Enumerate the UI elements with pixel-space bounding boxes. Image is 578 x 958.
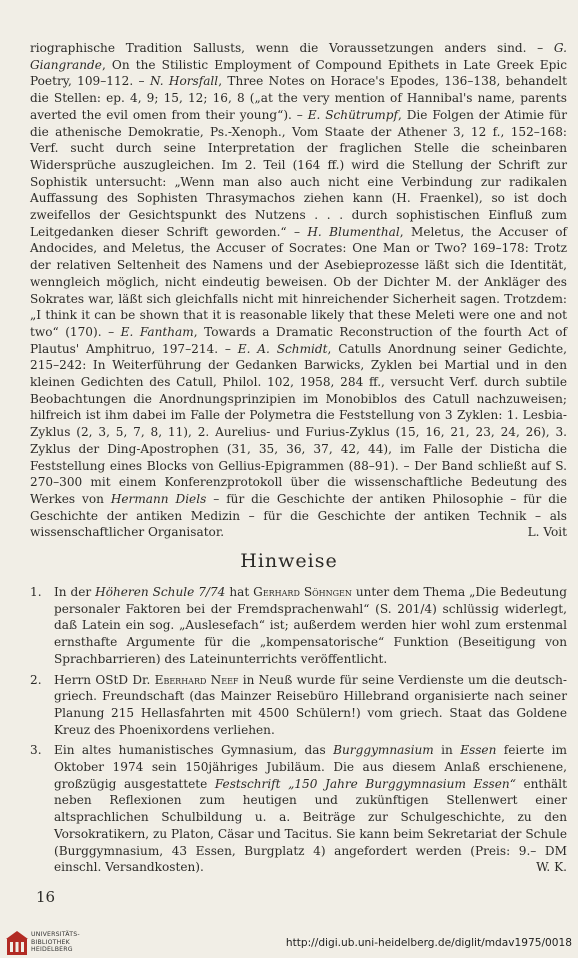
person-name: Eberhard Neef xyxy=(154,672,239,687)
note-number: 1. xyxy=(30,585,42,599)
page-number: 16 xyxy=(36,888,56,906)
text-run: , Die Folgen der Atimie für die athenische Demokratie, Ps.-Xenoph., Vom Staate der Athener 3, 12 f., 152–168: Verf. sucht durch seine Interpretation der fraglichen Stelle die scheinbaren Widersprüche auszugleichen. Im 2. Teil (164 ff.) wird die Stellung der Schrift zur Sophistik untersucht: „Wenn man also auch nicht eine Verbindung zur radikalen Auffassung des Sophisten Thrasymachos ziehen kann (H. Fraenkel), so ist doch zweifellos der Gesichtspunkt des Nutzens . . . durch sophistischen Einfluß zum Leitgedanken dieser Schrift geworden.“ – xyxy=(30,107,567,239)
italic-text: E. A. Schmidt xyxy=(237,341,328,356)
library-name-line: HEIDELBERG xyxy=(31,946,73,954)
italic-text: Höheren Schule 7/74 xyxy=(95,585,226,599)
footer-bar xyxy=(0,928,578,958)
note-item xyxy=(30,742,567,876)
note-item xyxy=(30,672,567,739)
italic-text: E. Schütrumpf xyxy=(307,107,398,122)
italic-text: E. Fantham xyxy=(120,324,194,339)
review-paragraph xyxy=(30,40,567,541)
library-name-line: UNIVERSITÄTS- xyxy=(31,931,80,938)
note-item xyxy=(30,584,567,668)
source-url-link[interactable]: http://digi.ub.uni-heidelberg.de/diglit/mdav1975/0018 xyxy=(285,937,572,949)
italic-text: Essen xyxy=(460,743,497,758)
text-run: , Meletus, the Accuser of Andocides, and Meletus, the Accuser of Socrates: One Man or Two? 169–178: Trotz der relativen Seltenheit des Namens und der Asebieprozesse läßt sich die Identität, wenngleich möglich, nicht eindeutig beweisen. Ob der Dichter M. der Ankläger des Sokrates war, läßt sich gleichfalls nicht mit hinreichender Sicherheit sagen. Trotzdem: „I think it can be shown that it is reasonable likely that these Meleti were one and not two“ (170). – xyxy=(30,224,568,339)
note-number: 2. xyxy=(30,672,42,687)
italic-text: Burggymnasium xyxy=(333,743,434,758)
note-text xyxy=(54,584,567,668)
text-run: Herrn OStD Dr. Eberhard Neef in Neuß wurde für seine Verdienste um die deutsch-griech. Freundschaft (das Mainzer Reisebüro Hillebrand organisierte nach seiner Planung 215 Hellasfahrten mit 4500 Schülern!) vom griech. Staat das Goldene Kreuz des Phoenixordens verliehen. xyxy=(54,672,568,737)
reviewer-signature: L. Voit xyxy=(527,525,567,540)
note-signature: W. K. xyxy=(536,860,567,875)
note-text xyxy=(54,742,567,876)
text-run: hat Gerhard Söhngen unter dem Thema „Die Bedeutung personaler Faktoren bei der Fremdsprachenwahl“ (S. 201/4) schlüssig widerlegt, daß Latein ein sog. „Auslesefach“ ist; außerdem werden hier wohl zum erstenmal ernsthafte Argumente für die „kompensatorische“ Funktion (Beseitigung von Sprachbarrieren) des Lateinunterrichts veröffentlicht. xyxy=(54,585,567,666)
italic-text: Festschrift „150 Jahre Burggymnasium Essen“ xyxy=(214,776,516,791)
text-run: enthält neben Reflexionen zum heutigen und zukünftigen Stellenwert einer altsprachlichen Schulbildung u. a. Beiträge zur Schulgeschichte, zu den Vorsokratikern, zu Platon, Cäsar und Tacitus. Sie kann beim Sekretariat der Schule (Burggymnasium, 43 Essen, Burgplatz 4) angefordert werden (Preis: 9.– DM einschl. Versandkosten). xyxy=(54,776,567,875)
text-run: , Towards a Dramatic Reconstruction of the fourth Act of Plautus' Amphitruo, 197–214. – xyxy=(30,324,567,356)
text-run: feierte im Oktober 1974 sein 150jähriges Jubiläum. Die aus diesem Anlaß erschienene, großzügig ausgestattete xyxy=(54,743,567,791)
note-text xyxy=(54,672,567,739)
notes-list xyxy=(30,584,567,880)
section-heading: Hinweise xyxy=(240,550,338,572)
review-text xyxy=(30,40,567,541)
italic-text: H. Blumenthal xyxy=(307,224,400,239)
note-number: 3. xyxy=(30,743,42,758)
text-run: Ein altes humanistisches Gymnasium, das xyxy=(54,743,334,758)
person-name: Gerhard Söhngen xyxy=(253,585,352,599)
text-run: in xyxy=(433,743,461,758)
text-run: riographische Tradition Sallusts, wenn die Voraussetzungen anders sind. – xyxy=(30,41,554,55)
text-run: – für die Geschichte der antiken Philosophie – für die Geschichte der antiken Medizin – für die Geschichte der antiken Technik – als wissenschaftlicher Organisator. xyxy=(30,491,567,540)
text-run: In der xyxy=(54,585,96,599)
library-name xyxy=(31,931,80,954)
text-run: , Catulls Anordnung seiner Gedichte, 215–242: In Weiterführung der Gedanken Barwicks, Zyklen bei Martial und in den kleinen Gedichten des Catull, Philol. 102, 1958, 284 ff., versucht Verf. durch subtile Beobachtungen die Anordnungsprinzipien im Monobiblos des Catull nachzuweisen; hilfreich ist ihm dabei im Falle der Polymetra die Feststellung von 3 Zyklen: 1. Lesbia-Zyklus (2, 3, 5, 7, 8, 11), 2. Aurelius- und Furius-Zyklus (15, 16, 21, 23, 24, 26), 3. Zyklus der Ding-Apostrophen (31, 35, 36, 37, 42, 44), im Falle der Disticha die Feststellung eines Blocks von Gellius-Epigrammen (88–91). – Der Band schließt auf S. 270–300 mit einem Konferenzprotokoll über die wissenschaftliche Bedeutung des Werkes von xyxy=(30,341,567,506)
italic-text: N. Horsfall xyxy=(149,74,219,89)
library-name-line: BIBLIOTHEK xyxy=(31,938,70,946)
italic-text: Hermann Diels xyxy=(110,491,207,506)
text-run: , On the Stilistic Employment of Compound Epithets in Late Greek Epic Poetry, 109–112. – xyxy=(30,57,567,89)
university-library-logo-icon xyxy=(6,930,28,956)
text-run: , Three Notes on Horace's Epodes, 136–138, behandelt die Stellen: ep. 4, 9; 15, 12; 16, 8 („at the very mention of Hannibal's name, parents averted the evil omen from their young“). – xyxy=(30,74,568,122)
italic-text: G. Giangrande xyxy=(30,41,567,72)
